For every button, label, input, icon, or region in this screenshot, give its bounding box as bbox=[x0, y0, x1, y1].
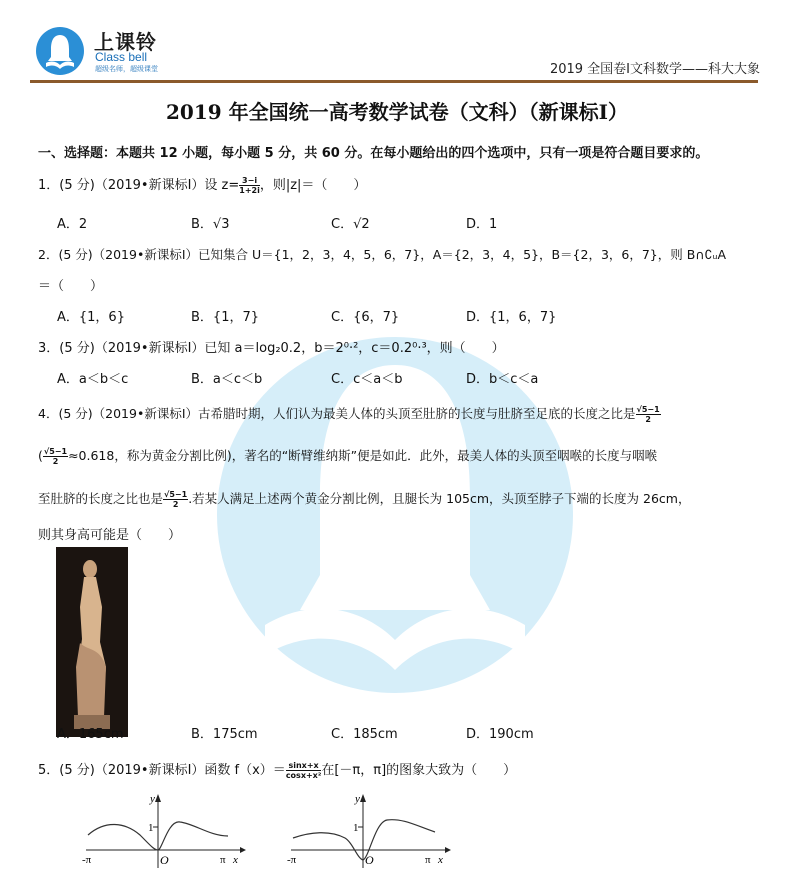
tick-label-neg-pi: -π bbox=[287, 854, 297, 866]
header-exam-title: 2019 全国卷Ⅰ文科数学——科大大象 bbox=[549, 62, 760, 77]
curve bbox=[293, 820, 435, 860]
tick-label-pi: π bbox=[425, 854, 431, 866]
option-d: D．{1，6，7} bbox=[466, 310, 557, 325]
y-label: y bbox=[150, 793, 155, 805]
option-c: C．√2 bbox=[331, 217, 370, 232]
fraction-denominator: cosx+x² bbox=[285, 771, 322, 780]
fraction bbox=[636, 405, 661, 424]
fraction-numerator: √5−1 bbox=[636, 405, 660, 414]
fraction bbox=[163, 490, 188, 509]
option-d: D．190cm bbox=[466, 727, 534, 742]
fraction-denominator: 2 bbox=[645, 415, 651, 424]
question-4-line-1 bbox=[38, 404, 661, 424]
option-d: D．b＜c＜a bbox=[466, 372, 539, 387]
fraction-numerator: √5−1 bbox=[43, 447, 68, 456]
option-c: C．185cm bbox=[331, 727, 398, 742]
tick-label-pi: π bbox=[220, 854, 226, 866]
function-graph-a bbox=[80, 790, 250, 869]
question-4-text: 至肚脐的长度之比也是 bbox=[38, 491, 164, 506]
tick-label-one: 1 bbox=[353, 822, 359, 834]
option-a: A．165cm bbox=[57, 727, 124, 742]
x-label: x bbox=[233, 854, 238, 866]
origin-label: O bbox=[160, 853, 169, 867]
origin-label: O bbox=[365, 853, 374, 867]
question-4-line-3 bbox=[38, 489, 690, 509]
bell-watermark-icon bbox=[205, 325, 585, 765]
question-4-text: .若某人满足上述两个黄金分割比例，且腿长为 105cm，头顶至脖子下端的长度为 26cm， bbox=[188, 491, 691, 506]
question-2-line-2: ＝（ ） bbox=[38, 279, 104, 294]
question-4-line-2 bbox=[38, 446, 657, 466]
brand-name: 上课铃 bbox=[94, 30, 157, 54]
option-c: C．c＜a＜b bbox=[331, 372, 403, 387]
fraction-numerator: 3−i bbox=[239, 176, 260, 186]
option-b: B．175cm bbox=[191, 727, 258, 742]
question-3: 3．(5 分)（2019•新课标Ⅰ）已知 a＝log₂0.2，b＝2⁰·²，c＝0.2⁰·³，则（ ） bbox=[38, 341, 505, 356]
tick-label-neg-pi: -π bbox=[82, 854, 92, 866]
brand-english: Class bell bbox=[95, 50, 148, 64]
question-4-line-4: 则其身高可能是（ ） bbox=[38, 528, 182, 543]
question-1-prefix: 1．(5 分)（2019•新课标Ⅰ）设 z= bbox=[38, 178, 240, 193]
option-b: B．a＜c＜b bbox=[191, 372, 263, 387]
fraction-denominator: 1+2i bbox=[239, 186, 260, 195]
fraction bbox=[43, 447, 68, 466]
option-a: A．{1，6} bbox=[57, 310, 125, 325]
fraction bbox=[239, 176, 260, 195]
tick-label-one: 1 bbox=[148, 822, 154, 834]
question-5-suffix: 在[－π，π]的图象大致为（ ） bbox=[321, 763, 517, 778]
question-4-text: ≈0.618，称为黄金分割比例)，著名的“断臂维纳斯”便是如此．此外，最美人体的头顶至咽喉的长度与咽喉 bbox=[68, 448, 658, 463]
option-a: A．a＜b＜c bbox=[57, 372, 129, 387]
page-title: 2019 年全国统一高考数学试卷（文科）（新课标Ⅰ） bbox=[166, 100, 628, 124]
option-a: A．2 bbox=[57, 217, 88, 232]
function-graph-b bbox=[285, 790, 455, 869]
fraction bbox=[286, 761, 322, 780]
question-1 bbox=[38, 174, 366, 195]
venus-statue-image bbox=[56, 547, 128, 737]
fraction-numerator: √5−1 bbox=[164, 490, 188, 499]
page-header bbox=[0, 0, 794, 88]
option-b: B．{1，7} bbox=[191, 310, 260, 325]
option-b: B．√3 bbox=[191, 217, 230, 232]
header-divider bbox=[30, 80, 758, 83]
question-5 bbox=[38, 759, 516, 780]
question-2-line-1: 2．(5 分)（2019•新课标Ⅰ）已知集合 U＝{1，2，3，4，5，6，7}，A＝{2，3，4，5}，B＝{2，3，6，7}，则 B∩∁ᵤA bbox=[38, 247, 727, 262]
fraction-denominator: 2 bbox=[172, 500, 179, 509]
option-d: D．1 bbox=[466, 217, 498, 232]
section-heading: 一、选择题：本题共 12 小题，每小题 5 分，共 60 分。在每小题给出的四个选项中，只有一项是符合题目要求的。 bbox=[38, 146, 709, 161]
fraction-numerator: sinx+x bbox=[286, 761, 322, 771]
option-c: C．{6，7} bbox=[331, 310, 400, 325]
fraction-denominator: 2 bbox=[52, 457, 59, 466]
paren-open: ( bbox=[38, 448, 43, 463]
question-4-text: 4．(5 分)（2019•新课标Ⅰ）古希腊时期，人们认为最美人体的头顶至肚脐的长度与肚脐至足底的长度之比是 bbox=[38, 406, 636, 421]
x-label: x bbox=[438, 854, 443, 866]
y-label: y bbox=[355, 793, 360, 805]
brand-slogan: 超级名师，超级课堂 bbox=[95, 65, 158, 73]
bell-logo-icon bbox=[36, 27, 84, 75]
question-1-suffix: ，则|z|＝（ ） bbox=[259, 178, 367, 193]
question-5-prefix: 5．(5 分)（2019•新课标Ⅰ）函数 f（x）＝ bbox=[38, 763, 286, 778]
